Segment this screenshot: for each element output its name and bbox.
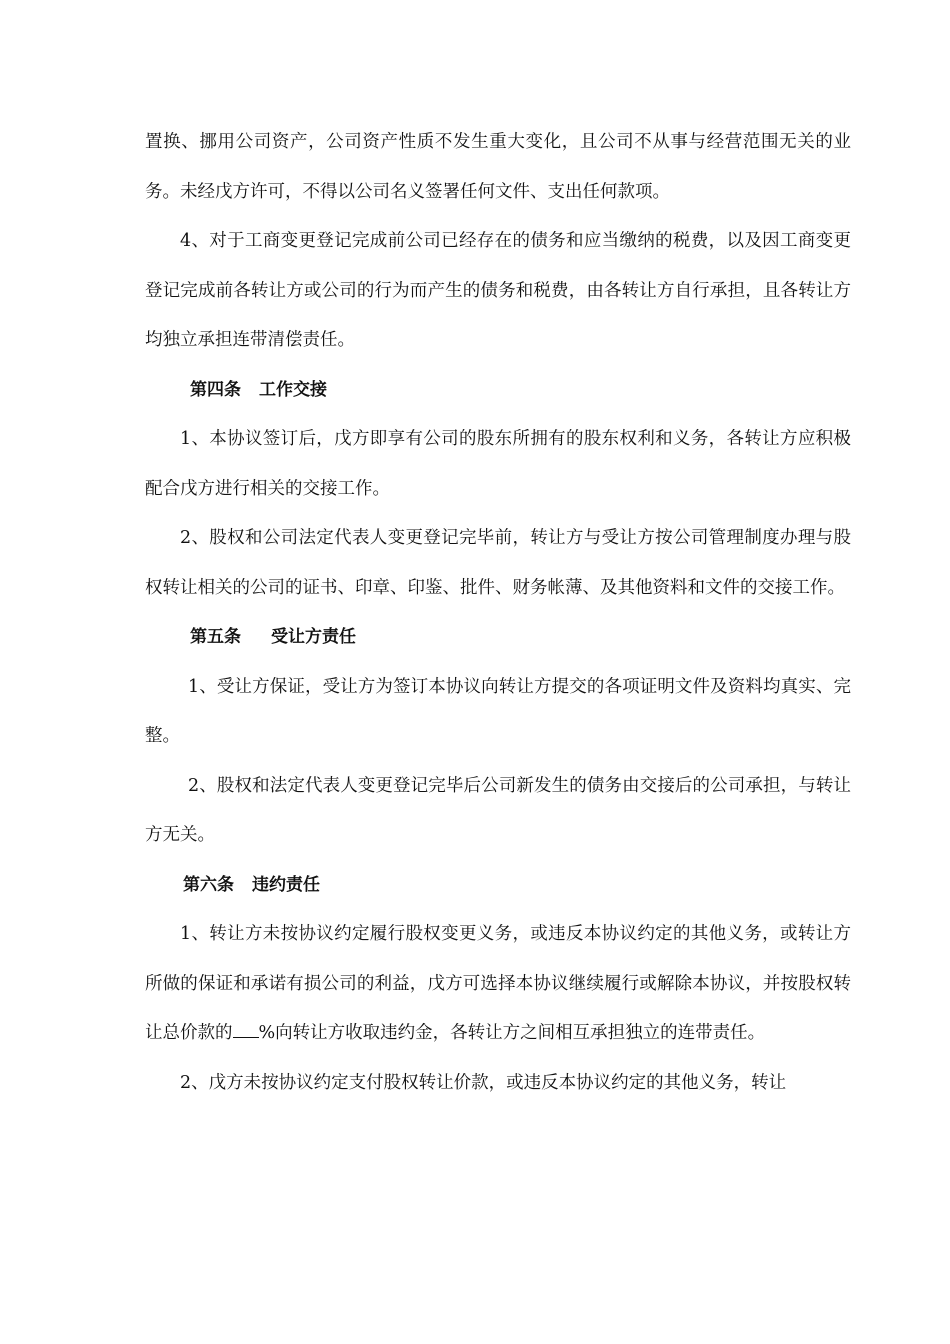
article-6-paragraph-1-text-after: %向转让方收取违约金，各转让方之间相互承担独立的连带责任。 [258,1023,766,1043]
document-body [145,118,851,1108]
article-6-number: 第六条 [183,874,234,895]
article-4-title: 工作交接 [259,379,327,400]
penalty-percentage-blank [233,1019,259,1038]
article-6-title: 违约责任 [252,874,320,895]
article-5-paragraph-2: 2、股权和法定代表人变更登记完毕后公司新发生的债务由交接后的公司承担，与转让方无关。 [145,775,851,845]
article-6-paragraph-1 [145,910,851,1059]
article-4-heading [145,366,851,416]
paragraph-3-4: 4、对于工商变更登记完成前公司已经存在的债务和应当缴纳的税费，以及因工商变更登记完成前各转让方或公司的行为而产生的债务和税费，由各转让方自行承担，且各转让方均独立承担连带清偿责任。 [145,231,851,350]
article-6-heading [145,861,851,911]
article-5-heading [145,613,851,663]
paragraph-3-3-continued: 置换、挪用公司资产，公司资产性质不发生重大变化，且公司不从事与经营范围无关的业务。未经戊方许可，不得以公司名义签署任何文件、支出任何款项。 [145,132,851,202]
article-5-paragraph-1: 1、受让方保证，受让方为签订本协议向转让方提交的各项证明文件及资料均真实、完整。 [145,676,851,746]
article-4-paragraph-1: 1、本协议签订后，戊方即享有公司的股东所拥有的股东权利和义务，各转让方应积极配合戊方进行相关的交接工作。 [145,429,851,499]
article-5-title: 受让方责任 [271,627,356,647]
article-6-paragraph-1-text-before: 1、转让方未按协议约定履行股权变更义务，或违反本协议约定的其他义务，或转让方所做的保证和承诺有损公司的利益，戊方可选择本协议继续履行或解除本协议，并按股权转让总价款的 [145,924,851,1043]
article-5-number: 第五条 [190,627,241,647]
article-4-paragraph-2: 2、股权和公司法定代表人变更登记完毕前，转让方与受让方按公司管理制度办理与股权转让相关的公司的证书、印章、印鉴、批件、财务帐薄、及其他资料和文件的交接工作。 [145,528,851,598]
article-4-number: 第四条 [190,379,241,400]
article-6-paragraph-2: 2、戊方未按协议约定支付股权转让价款，或违反本协议约定的其他义务，转让 [180,1072,787,1093]
